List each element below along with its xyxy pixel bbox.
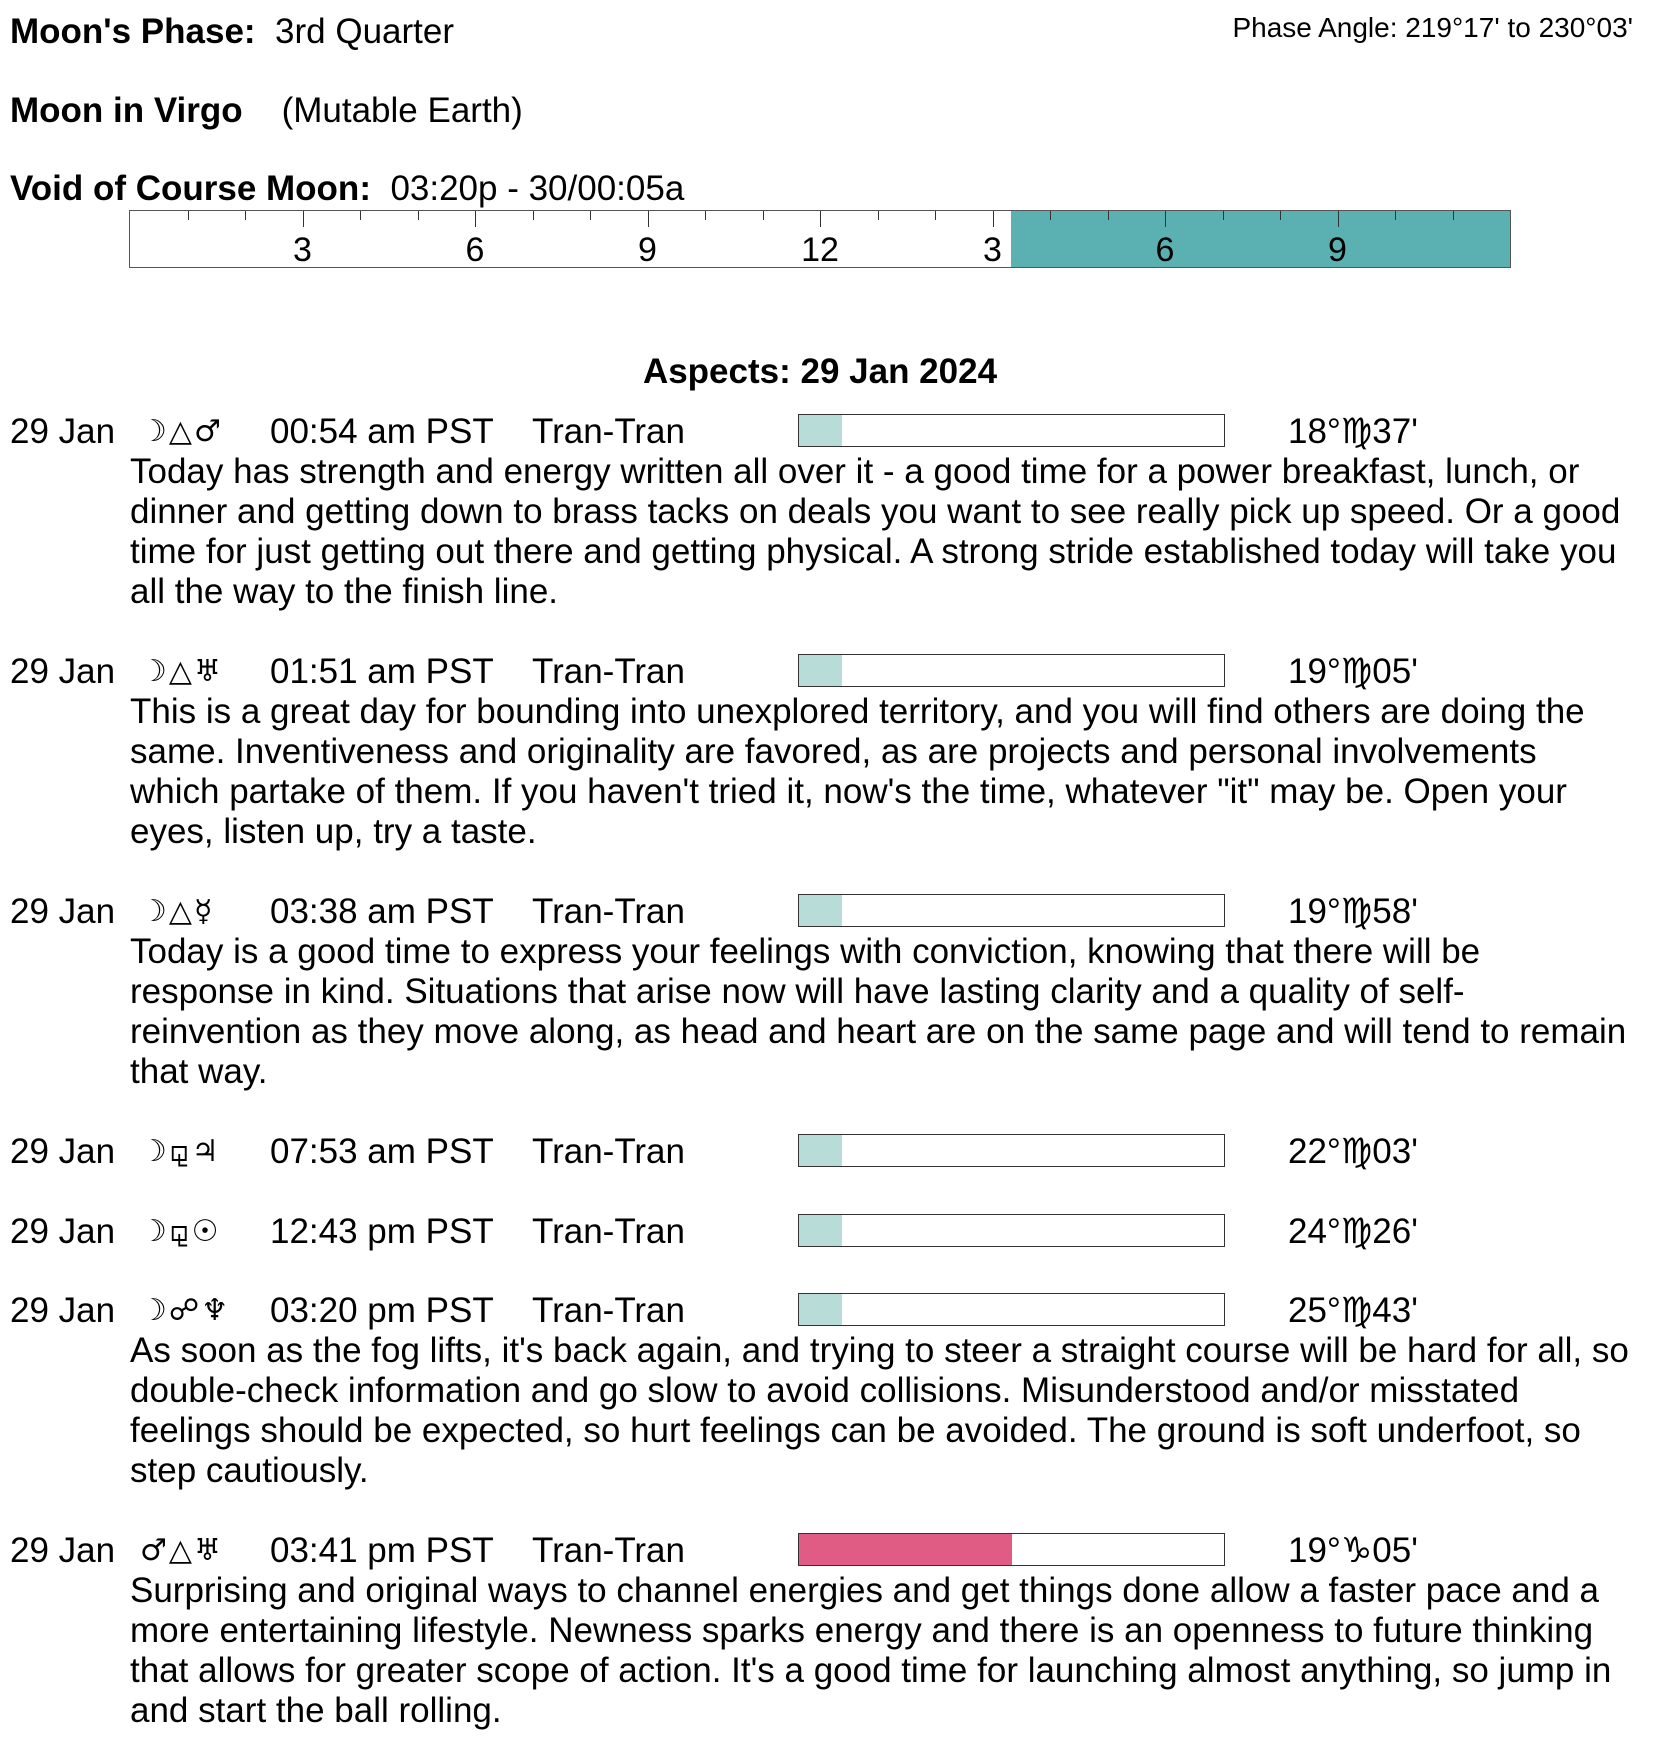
aspect-position: 18°♍37' (1288, 412, 1418, 451)
aspect-type: Tran-Tran (532, 1531, 685, 1570)
timeline-tick (648, 211, 649, 227)
aspect-position: 24°♍26' (1288, 1212, 1418, 1251)
timeline-tick (993, 211, 994, 227)
timeline-tick (1280, 211, 1281, 220)
aspect-type: Tran-Tran (532, 892, 685, 931)
aspect-glyphs: ☽⚼☉ (140, 1214, 221, 1249)
timeline-tick (763, 211, 764, 220)
aspect-row (0, 652, 1662, 692)
timeline-tick (360, 211, 361, 220)
aspect-row (0, 1531, 1662, 1571)
aspects-title: Aspects: 29 Jan 2024 (642, 352, 998, 391)
aspect-strength-fill (799, 1534, 1012, 1565)
aspect-strength-bar (798, 1533, 1225, 1566)
aspect-strength-fill (799, 895, 842, 926)
void-label: Void of Course Moon: (10, 169, 371, 208)
aspect-position: 19°♍58' (1288, 892, 1418, 931)
moon-sign-label: Moon in Virgo (10, 91, 243, 130)
aspect-strength-fill (799, 1135, 842, 1166)
aspect-date: 29 Jan (10, 1291, 116, 1330)
aspect-description: Today has strength and energy written all over it - a good time for a power breakfast, lunch, or dinner and getting down to brass tacks on deals you want to see really pick up speed. Or a good time for just getting out there and getting physical. A strong stride established today will take you all the way to the finish line. (130, 452, 1621, 611)
aspect-position: 19°♍05' (1288, 652, 1418, 691)
aspect-time: 12:43 pm PST (270, 1212, 494, 1251)
aspect-strength-bar (798, 1134, 1225, 1167)
aspect-row (0, 412, 1662, 452)
aspect-type: Tran-Tran (532, 412, 685, 451)
timeline-tick (820, 211, 821, 227)
moon-phase-label: Moon's Phase: (10, 12, 256, 51)
aspect-time: 03:41 pm PST (270, 1531, 494, 1570)
timeline-hour-label: 6 (1155, 231, 1175, 269)
aspect-time: 01:51 am PST (270, 652, 494, 691)
aspect-strength-bar (798, 654, 1225, 687)
aspect-time: 00:54 am PST (270, 412, 494, 451)
aspect-date: 29 Jan (10, 1531, 116, 1570)
void-value: 03:20p - 30/00:05a (390, 169, 685, 208)
aspect-type: Tran-Tran (532, 652, 685, 691)
aspect-type: Tran-Tran (532, 1212, 685, 1251)
timeline-hour-label: 12 (801, 231, 839, 269)
aspect-description: Today is a good time to express your feelings with conviction, knowing that there will be response in kind. Situations that arise now will have lasting clarity and a quality of self-reinvention as they move along, as head and heart are on the same page and will tend to remain that way. (130, 932, 1627, 1091)
aspect-strength-fill (799, 415, 842, 446)
aspect-description: Surprising and original ways to channel energies and get things done allow a faster pace and a more entertaining lifestyle. Newness sparks energy and there is an openness to future thinking that allows for greater scope of action. It's a good time for launching almost anything, so jump in and start the ball rolling. (130, 1571, 1612, 1730)
timeline-tick (303, 211, 304, 227)
moon-phase-line (10, 12, 454, 52)
timeline-tick (590, 211, 591, 220)
void-of-course-line (10, 169, 684, 209)
timeline-hour-label: 3 (293, 231, 312, 269)
aspect-description: This is a great day for bounding into unexplored territory, and you will find others are doing the same. Inventiveness and originality are favored, as are projects and personal involvements which partake of them. If you haven't tried it, now's the time, whatever "it" may be. Open your eyes, listen up, try a taste. (130, 692, 1585, 851)
aspect-row (0, 1212, 1662, 1252)
moon-phase-value: 3rd Quarter (275, 12, 455, 51)
timeline-tick (878, 211, 879, 220)
timeline-tick (705, 211, 706, 220)
aspect-strength-bar (798, 414, 1225, 447)
aspect-date: 29 Jan (10, 1132, 116, 1171)
aspect-type: Tran-Tran (532, 1291, 685, 1330)
aspect-glyphs: ☽△♅ (140, 654, 223, 689)
aspect-type: Tran-Tran (532, 1132, 685, 1171)
aspect-strength-fill (799, 655, 842, 686)
aspect-strength-bar (798, 1293, 1225, 1326)
timeline-hour-label: 9 (638, 231, 657, 269)
aspect-strength-fill (799, 1294, 842, 1325)
timeline-hour-label: 9 (1328, 231, 1347, 269)
aspect-glyphs: ☽△♂ (140, 414, 223, 449)
aspect-date: 29 Jan (10, 652, 116, 691)
timeline-tick (533, 211, 534, 220)
aspect-description: As soon as the fog lifts, it's back again, and trying to steer a straight course will be hard for all, so double-check information and go slow to avoid collisions. Misunderstood and/or misstated feelings should be expected, so hurt feelings can be avoided. The ground is soft underfoot, so step cautiously. (130, 1331, 1629, 1490)
timeline-tick (418, 211, 419, 220)
timeline-hour-label: 6 (465, 231, 485, 269)
aspect-strength-bar (798, 894, 1225, 927)
timeline-tick (475, 211, 476, 227)
aspect-date: 29 Jan (10, 892, 116, 931)
aspect-glyphs: ♂△♅ (140, 1533, 223, 1568)
aspect-glyphs: ☽△☿ (140, 894, 215, 929)
timeline-tick (245, 211, 246, 220)
timeline-tick (935, 211, 936, 220)
aspect-row (0, 1132, 1662, 1172)
moon-sign-detail: (Mutable Earth) (281, 91, 523, 130)
aspect-time: 03:38 am PST (270, 892, 494, 931)
timeline-tick (1395, 211, 1396, 220)
timeline-tick (1050, 211, 1051, 220)
aspect-glyphs: ☽☍♆ (140, 1293, 231, 1328)
timeline-tick (188, 211, 189, 220)
phase-angle: Phase Angle: 219°17' to 230°03' (1232, 12, 1633, 43)
aspect-row (0, 1291, 1662, 1331)
aspect-date: 29 Jan (10, 1212, 116, 1251)
void-timeline (129, 210, 1511, 268)
timeline-tick (1108, 211, 1109, 220)
aspect-strength-fill (799, 1215, 842, 1246)
aspect-time: 07:53 am PST (270, 1132, 494, 1171)
timeline-hour-label: 3 (983, 231, 1002, 269)
timeline-tick (1165, 211, 1166, 227)
moon-sign-line (10, 91, 523, 131)
timeline-tick (1338, 211, 1339, 227)
aspect-date: 29 Jan (10, 412, 116, 451)
timeline-tick (1223, 211, 1224, 220)
aspect-position: 19°♑05' (1288, 1531, 1418, 1570)
aspect-strength-bar (798, 1214, 1225, 1247)
aspect-glyphs: ☽⚼♃ (140, 1134, 221, 1169)
aspect-row (0, 892, 1662, 932)
aspect-position: 22°♍03' (1288, 1132, 1418, 1171)
timeline-tick (1453, 211, 1454, 220)
void-period-span (1011, 211, 1510, 267)
aspect-time: 03:20 pm PST (270, 1291, 494, 1330)
aspect-position: 25°♍43' (1288, 1291, 1418, 1330)
